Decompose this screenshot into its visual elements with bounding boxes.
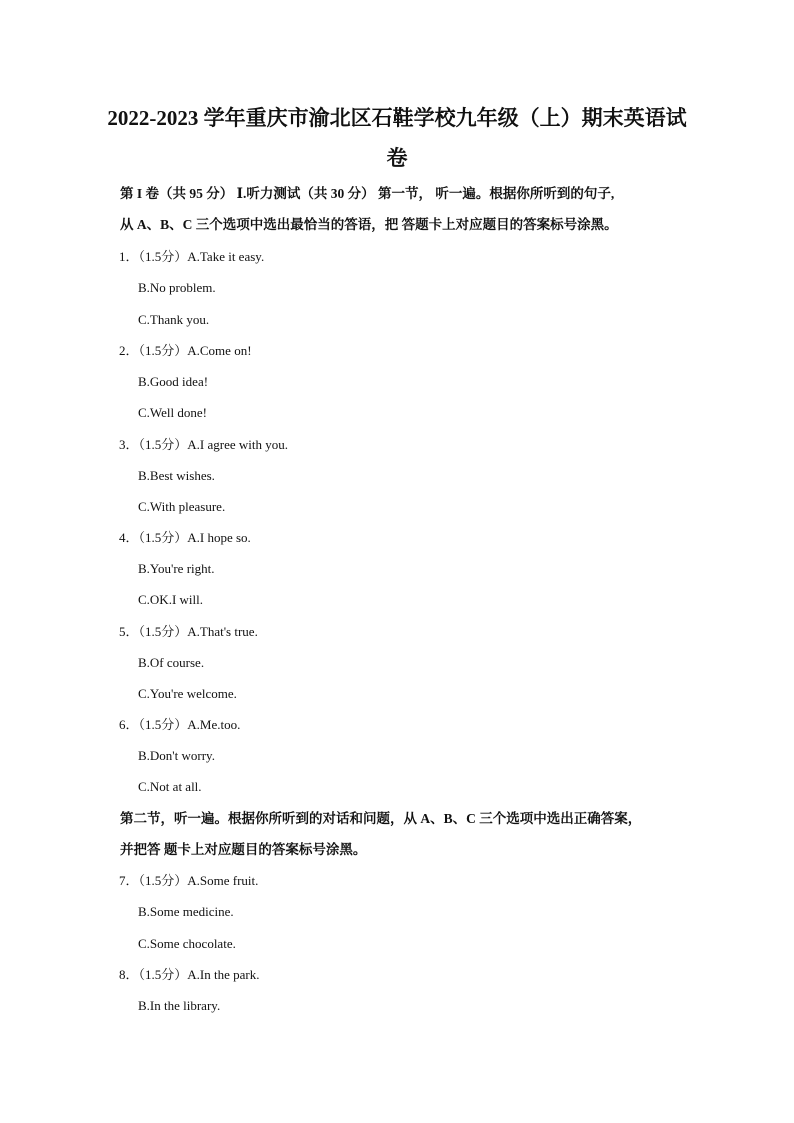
question-4-option-c: C.OK.I will. — [138, 592, 203, 607]
section-2-instruction-line-1: 第二节，听一遍。根据你所听到的对话和问题，从 A、B、C 三个选项中选出正确答案， — [120, 811, 642, 826]
question-8-stem: 8．（1.5分）A.In the park. — [119, 967, 260, 982]
question-1-stem: 1．（1.5分）A.Take it easy. — [119, 249, 265, 264]
question-6-option-c: C.Not at all. — [138, 779, 202, 794]
exam-title-line-1: 2022-2023 学年重庆市渝北区石鞋学校九年级（上）期末英语试 — [107, 106, 687, 130]
exam-title-line-2: 卷 — [386, 146, 408, 170]
question-6-stem: 6．（1.5分）A.Me.too. — [119, 717, 241, 732]
question-3-option-b: B.Best wishes. — [138, 468, 215, 483]
question-3-stem: 3．（1.5分）A.I agree with you. — [119, 437, 288, 452]
question-7-stem: 7．（1.5分）A.Some fruit. — [119, 873, 259, 888]
question-7-option-b: B.Some medicine. — [138, 904, 234, 919]
question-8-option-b: B.In the library. — [138, 998, 221, 1013]
question-5-option-c: C.You're welcome. — [138, 686, 237, 701]
question-1-option-b: B.No problem. — [138, 280, 216, 295]
question-4-option-b: B.You're right. — [138, 561, 215, 576]
question-2-stem: 2．（1.5分）A.Come on! — [119, 343, 252, 358]
question-5-option-b: B.Of course. — [138, 655, 205, 670]
question-1-option-c: C.Thank you. — [138, 312, 210, 327]
section-2-instruction-line-2: 并把答 题卡上对应题目的答案标号涂黑。 — [120, 842, 367, 857]
question-7-option-c: C.Some chocolate. — [138, 936, 236, 951]
question-6-option-b: B.Don't worry. — [138, 748, 215, 763]
question-5-stem: 5．（1.5分）A.That's true. — [119, 624, 258, 639]
question-4-stem: 4．（1.5分）A.I hope so. — [119, 530, 251, 545]
question-2-option-c: C.Well done! — [138, 405, 207, 420]
question-2-option-b: B.Good idea! — [138, 374, 209, 389]
question-3-option-c: C.With pleasure. — [138, 499, 226, 514]
section-1-instruction-line-2: 从 A、B、C 三个选项中选出最恰当的答语，把 答题卡上对应题目的答案标号涂黑。 — [120, 217, 618, 232]
section-1-instruction-line-1: 第 I 卷（共 95 分） Ⅰ.听力测试（共 30 分） 第一节， 听一遍。根据你所听到的句子, — [120, 186, 615, 201]
